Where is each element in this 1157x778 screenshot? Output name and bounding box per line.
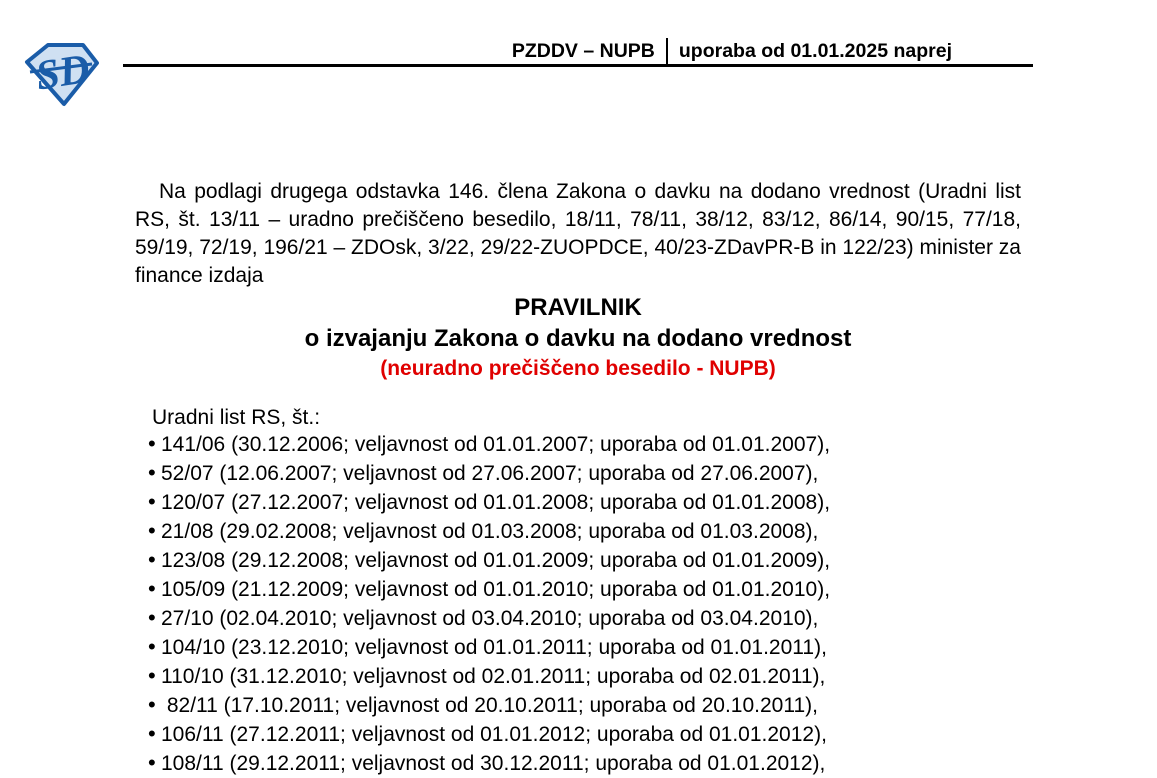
header-usage-note: uporaba od 01.01.2025 naprej (678, 39, 952, 62)
gazette-item: • 21/08 (29.02.2008; veljavnost od 01.03.2008; uporaba od 01.03.2008), (148, 517, 830, 546)
gazette-heading: Uradni list RS, št.: (152, 406, 321, 429)
sd-logo-icon (22, 38, 100, 108)
gazette-item: • 105/09 (21.12.2009; veljavnost od 01.01.2010; uporaba od 01.01.2010), (148, 575, 830, 604)
title-block (135, 292, 1021, 384)
gazette-item: • 27/10 (02.04.2010; veljavnost od 03.04.2010; uporaba od 03.04.2010), (148, 604, 830, 633)
gazette-item: • 141/06 (30.12.2006; veljavnost od 01.01.2007; uporaba od 01.01.2007), (148, 430, 830, 459)
gazette-item: • 82/11 (17.10.2011; veljavnost od 20.10.2011; uporaba od 20.10.2011), (148, 691, 830, 720)
svg-text:SD: SD (32, 45, 93, 100)
header-rule (123, 64, 1033, 67)
gazette-item: • 52/07 (12.06.2007; veljavnost od 27.06.2007; uporaba od 27.06.2007), (148, 459, 830, 488)
gazette-item: • 106/11 (27.12.2011; veljavnost od 01.01.2012; uporaba od 01.01.2012), (148, 720, 830, 749)
title-note: (neuradno prečiščeno besedilo - NUPB) (380, 357, 776, 380)
header-doc-code: PZDDV – NUPB (511, 39, 655, 62)
intro-paragraph: Na podlagi drugega odstavka 146. člena Zakona o davku na dodano vrednost (Uradni list RS, št. 13/11 – uradno prečiščeno besedilo, 18/11, 78/11, 38/12, 83/12, 86/14, 90/15, 77/18, 59/19, 72/19, 196/21 – ZDOsk, 3/22, 29/22-ZUOPDCE, 40/23-ZDavPR-B in 122/23) minister za finance izdaja (135, 180, 1021, 287)
title-subtitle: o izvajanju Zakona o davku na dodano vrednost (304, 325, 852, 352)
gazette-list (148, 430, 830, 778)
gazette-item: • 110/10 (31.12.2010; veljavnost od 02.01.2011; uporaba od 02.01.2011), (148, 662, 830, 691)
gazette-item: • 120/07 (27.12.2007; veljavnost od 01.01.2008; uporaba od 01.01.2008), (148, 488, 830, 517)
page-header (123, 37, 952, 65)
header-separator (666, 38, 668, 65)
title-main: PRAVILNIK (514, 294, 642, 321)
gazette-item: • 104/10 (23.12.2010; veljavnost od 01.01.2011; uporaba od 01.01.2011), (148, 633, 830, 662)
gazette-item: • 108/11 (29.12.2011; veljavnost od 30.12.2011; uporaba od 01.01.2012), (148, 749, 830, 778)
gazette-item: • 123/08 (29.12.2008; veljavnost od 01.01.2009; uporaba od 01.01.2009), (148, 546, 830, 575)
